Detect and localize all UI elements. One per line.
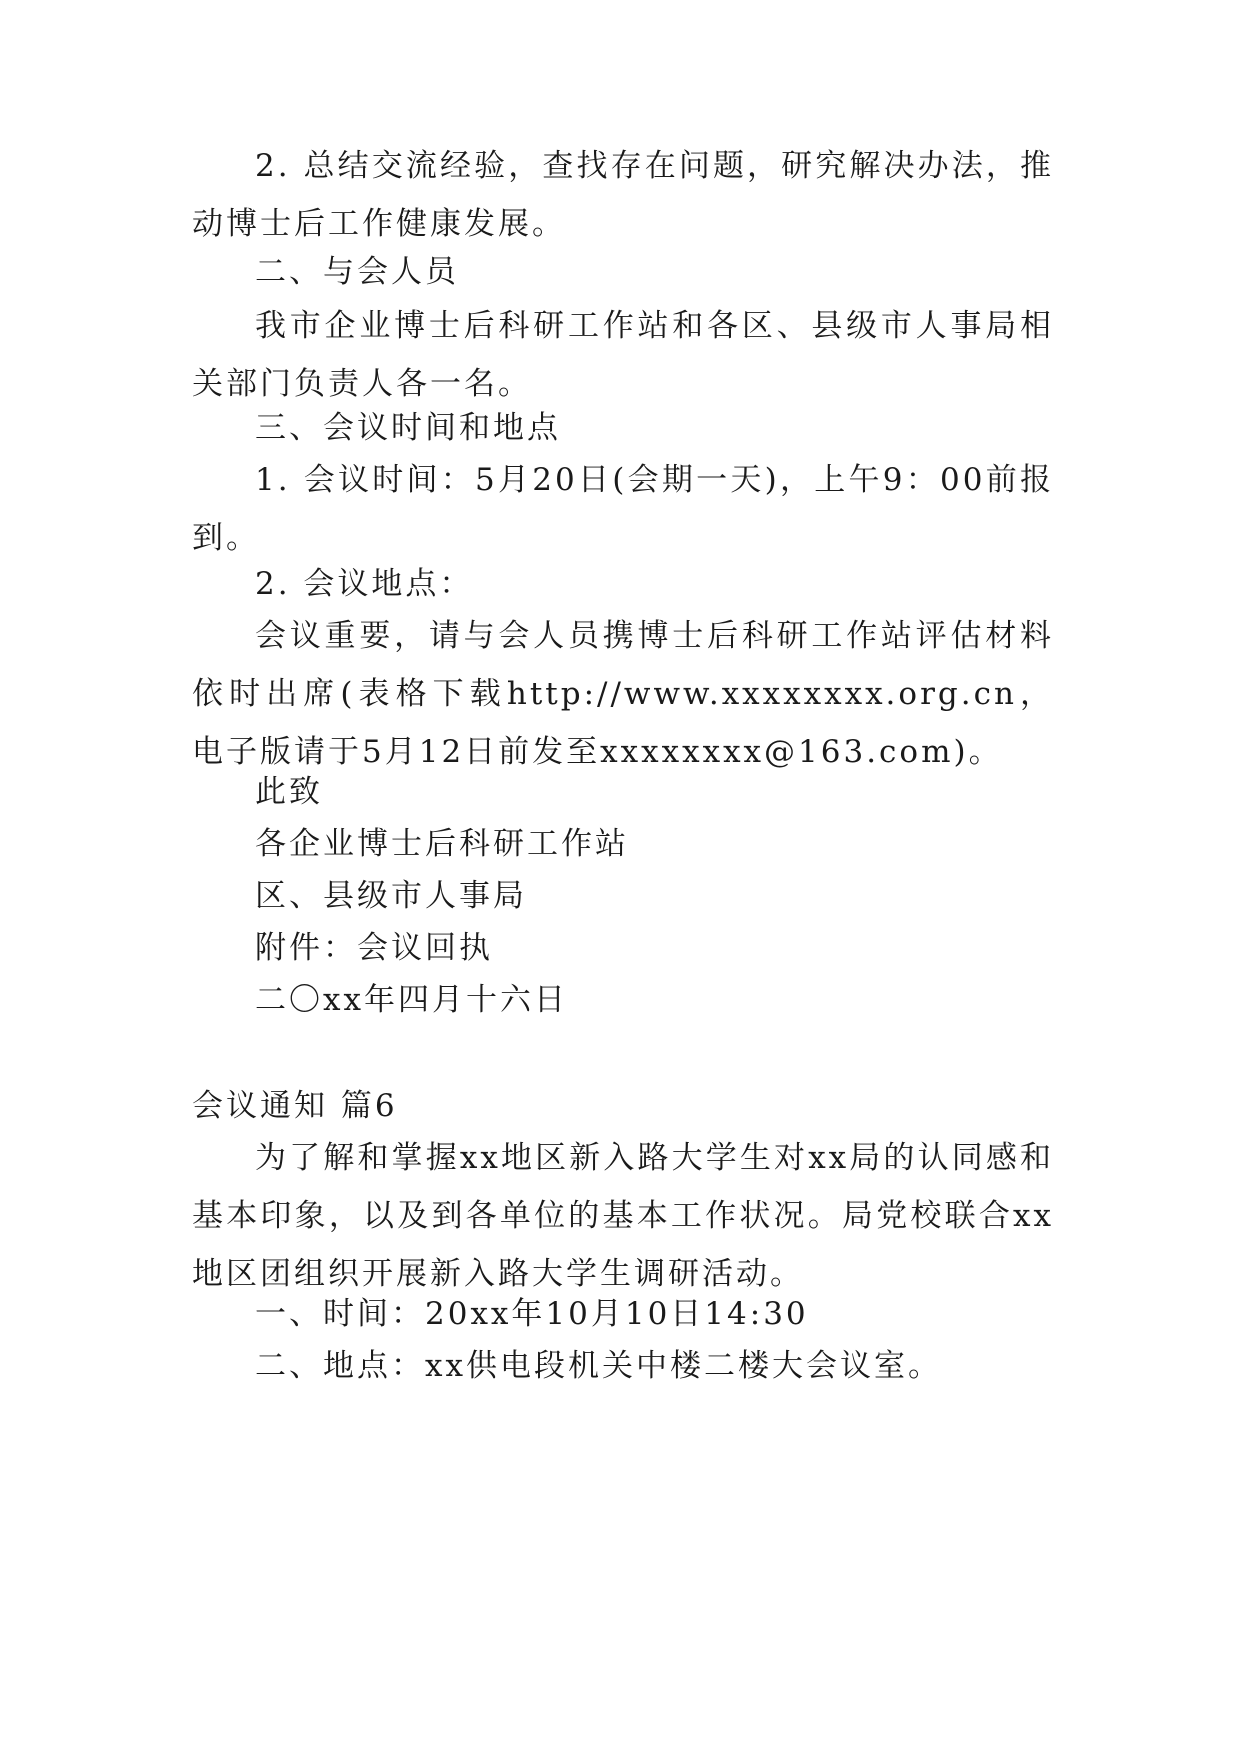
paragraph-survey-place: 二、地点：xx供电段机关中楼二楼大会议室。 [255,1348,942,1384]
section-title: 会议通知 篇6 [192,1088,398,1124]
paragraph-meeting-notes: 会议重要，请与会人员携博士后科研工作站评估材料依时出席(表格下载http://www.xxxxxxxx.org.cn，电子版请于5月12日前发至xxxxxxxx@163.com)。 [192,618,1054,770]
section-heading-attendees: 二、与会人员 [255,254,459,290]
recipient-workstations: 各企业博士后科研工作站 [255,826,629,862]
paragraph-goal-2: 2. 总结交流经验，查找存在问题，研究解决办法，推动博士后工作健康发展。 [192,148,1054,242]
paragraph-survey-intro: 为了解和掌握xx地区新入路大学生对xx局的认同感和基本印象，以及到各单位的基本工作状况。局党校联合xx地区团组织开展新入路大学生调研活动。 [192,1140,1054,1292]
recipient-bureaus: 区、县级市人事局 [255,878,527,914]
section-heading-time-place: 三、会议时间和地点 [255,410,561,446]
document-date: 二〇xx年四月十六日 [255,982,568,1018]
salutation: 此致 [255,774,323,810]
paragraph-meeting-time: 1. 会议时间：5月20日(会期一天)，上午9：00前报到。 [192,462,1054,556]
paragraph-survey-time: 一、时间：20xx年10月10日14:30 [255,1296,809,1332]
paragraph-meeting-place: 2. 会议地点： [255,566,474,602]
attachment-line: 附件：会议回执 [255,930,493,966]
paragraph-attendees: 我市企业博士后科研工作站和各区、县级市人事局相关部门负责人各一名。 [192,308,1054,402]
